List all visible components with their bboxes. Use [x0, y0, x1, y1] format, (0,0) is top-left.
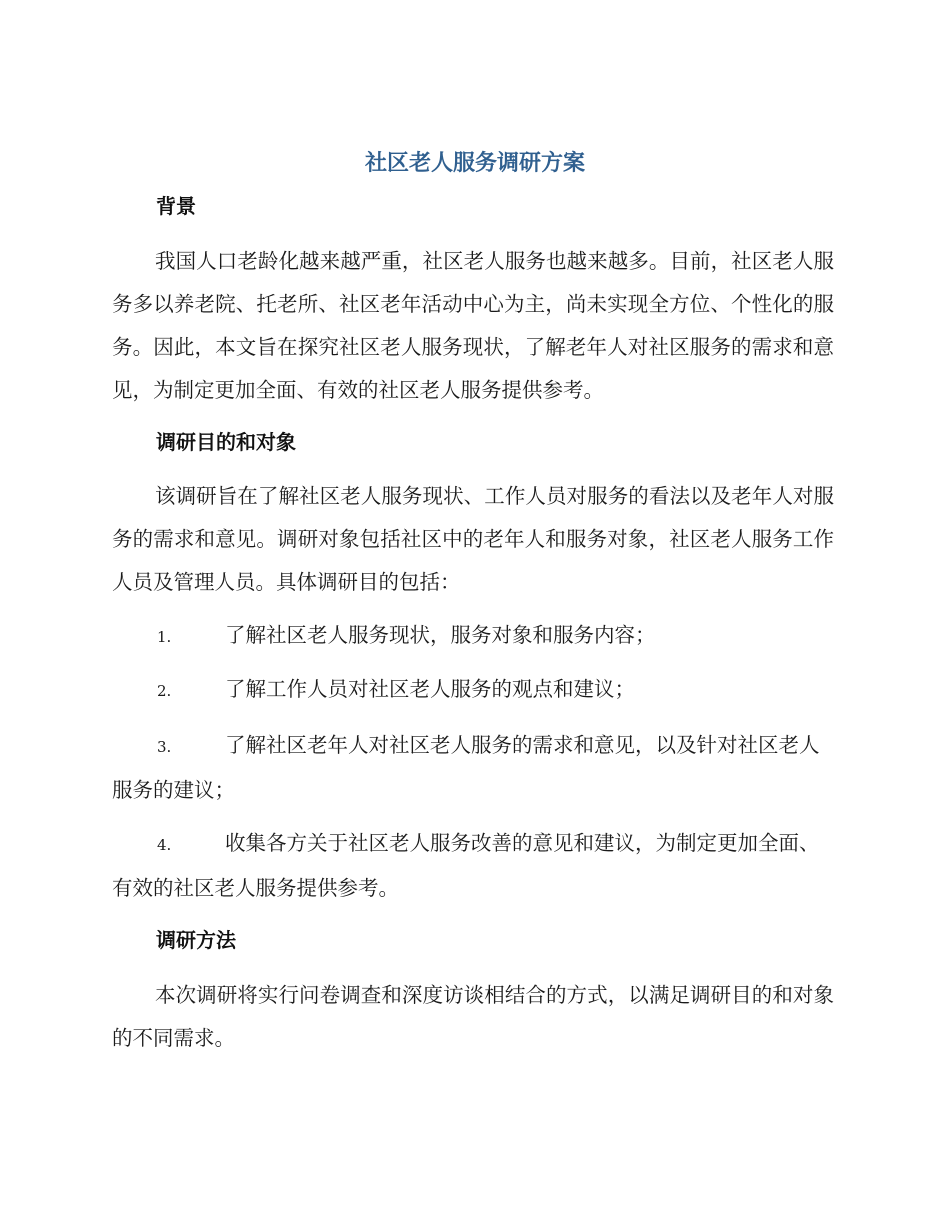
method-paragraph: 本次调研将实行问卷调查和深度访谈相结合的方式，以满足调研目的和对象的不同需求。 [112, 983, 834, 1050]
list-number: 4. [157, 836, 172, 854]
section-heading-background: 背景 [156, 194, 196, 218]
list-item [112, 724, 834, 812]
background-paragraph: 我国人口老龄化越来越严重，社区老人服务也越来越多。目前，社区老人服务多以养老院、托老所、社区老年活动中心为主，尚未实现全方位、个性化的服务。因此，本文旨在探究社区老人服务现状，了解老年人对社区服务的需求和意见，为制定更加全面、有效的社区老人服务提供参考。 [112, 249, 834, 402]
list-number: 3. [157, 738, 172, 756]
list-number: 2. [157, 682, 172, 700]
list-item [112, 822, 834, 910]
purpose-paragraph: 该调研旨在了解社区老人服务现状、工作人员对服务的看法以及老年人对服务的需求和意见。调研对象包括社区中的老年人和服务对象，社区老人服务工作人员及管理人员。具体调研目的包括： [112, 484, 834, 594]
list-item [112, 668, 834, 713]
list-text: 了解工作人员对社区老人服务的观点和建议； [225, 677, 635, 701]
section-heading-method: 调研方法 [156, 928, 236, 952]
list-item [112, 614, 834, 659]
section-heading-purpose: 调研目的和对象 [156, 430, 296, 454]
list-number: 1. [157, 628, 172, 646]
list-text: 收集各方关于社区老人服务改善的意见和建议，为制定更加全面、有效的社区老人服务提供参考。 [112, 831, 820, 900]
list-text: 了解社区老年人对社区老人服务的需求和意见，以及针对社区老人服务的建议； [112, 733, 820, 802]
list-text: 了解社区老人服务现状，服务对象和服务内容； [225, 623, 656, 647]
document-title: 社区老人服务调研方案 [364, 151, 585, 176]
